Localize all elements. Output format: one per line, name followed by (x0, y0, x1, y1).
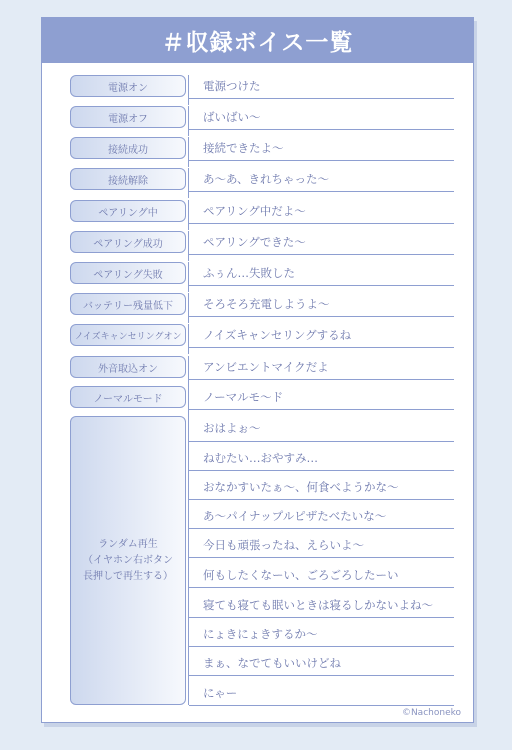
voice-row-label: 接続解除 (70, 168, 186, 190)
voice-row-value: ノイズキャンセリングするね (203, 328, 352, 342)
divider (189, 705, 454, 706)
divider (189, 98, 454, 99)
divider (189, 587, 454, 588)
voice-row-label: 接続成功 (70, 137, 186, 159)
divider (189, 528, 454, 529)
voice-row-value: そろそろ充電しようよ～ (203, 297, 330, 311)
voice-row-label: ノーマルモード (70, 386, 186, 408)
divider (189, 160, 454, 161)
divider (188, 262, 189, 292)
divider (189, 557, 454, 558)
voice-row-label: 電源オフ (70, 106, 186, 128)
random-voice-item: ねむたい…おやすみ… (203, 451, 318, 465)
random-voice-item: にょきにょきするか～ (203, 627, 318, 641)
voice-list-card (41, 17, 474, 723)
divider (189, 499, 454, 500)
divider (188, 168, 189, 198)
divider (188, 75, 189, 105)
voice-row-value: 電源つけた (203, 79, 261, 93)
voice-row-value: 接続できたよ～ (203, 141, 284, 155)
voice-row-value: ふぅん…失敗した (203, 266, 295, 280)
header-bar (42, 18, 473, 63)
divider (188, 324, 189, 354)
random-voice-item: おなかすいたぁ～、何食べようかな～ (203, 480, 399, 494)
divider (189, 646, 454, 647)
random-label-note: 長押しで再生する） (83, 570, 173, 582)
random-label-title: ランダム再生 (98, 538, 158, 550)
divider (189, 347, 454, 348)
random-voice-item: 今日も頑張ったね、えらいよ～ (203, 538, 364, 552)
random-voice-item: まぁ、なでてもいいけどね (203, 656, 341, 670)
divider (189, 316, 454, 317)
voice-row-label: ペアリング失敗 (70, 262, 186, 284)
voice-row-label: バッテリー残量低下 (70, 293, 186, 315)
voice-row-value: ノーマルモ～ド (203, 390, 284, 404)
voice-row-label: ノイズキャンセリングオン (70, 324, 186, 346)
voice-row-label: 電源オン (70, 75, 186, 97)
random-playback-label (70, 416, 186, 705)
voice-row-value: ペアリングできた～ (203, 235, 306, 249)
random-voice-item: あ～パイナップルピザたべたいな～ (203, 509, 387, 523)
copyright-credit: ©Nachoneko (401, 708, 461, 718)
voice-row-value: ペアリング中だよ～ (203, 204, 306, 218)
random-voice-item: 寝ても寝ても眠いときは寝るしかないよね～ (203, 598, 433, 612)
divider (188, 386, 189, 416)
voice-row-label: 外音取込オン (70, 356, 186, 378)
divider (188, 231, 189, 261)
divider (189, 409, 454, 410)
divider (188, 356, 189, 386)
divider (189, 129, 454, 130)
divider (188, 137, 189, 167)
divider (188, 293, 189, 323)
divider (189, 254, 454, 255)
divider (189, 441, 454, 442)
divider (189, 617, 454, 618)
voice-row-value: ばいばい～ (203, 110, 261, 124)
divider (189, 223, 454, 224)
page-title: ＃収録ボイス一覧 (161, 30, 354, 56)
divider (188, 200, 189, 230)
voice-row-value: アンビエントマイクだよ (203, 360, 329, 374)
divider (189, 379, 454, 380)
voice-row-value: あ～あ、きれちゃった～ (203, 172, 330, 186)
random-voice-item: 何もしたくなーい、ごろごろしたーい (203, 568, 399, 582)
divider (189, 191, 454, 192)
divider (189, 675, 454, 676)
divider (188, 106, 189, 136)
random-voice-item: おはよぉ～ (203, 421, 261, 435)
voice-row-label: ペアリング中 (70, 200, 186, 222)
voice-row-label: ペアリング成功 (70, 231, 186, 253)
random-voice-item: にゃー (203, 686, 238, 700)
random-label-note: （イヤホン右ボタン (83, 554, 173, 566)
divider (189, 470, 454, 471)
divider (188, 416, 189, 705)
divider (189, 285, 454, 286)
